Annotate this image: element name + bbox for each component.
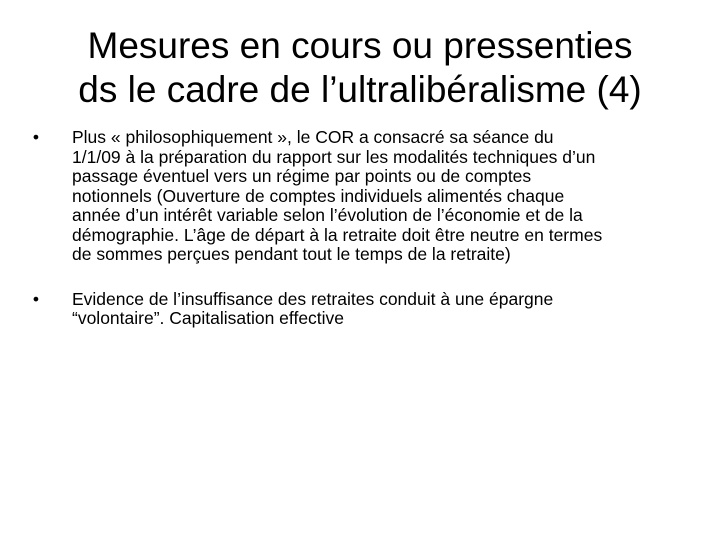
bullet-text-line: de sommes perçues pendant tout le temps de la retraite) (72, 244, 511, 264)
bullet-item (30, 290, 690, 329)
bullet-dot-icon: • (32, 288, 40, 309)
bullet-item (30, 128, 690, 265)
bullet-text-line: passage éventuel vers un régime par points ou de comptes (72, 166, 532, 186)
bullet-text-line: 1/1/09 à la préparation du rapport sur les modalités techniques d’un (72, 146, 596, 167)
bullet-text-line: démographie. L’âge de départ à la retraite doit être neutre en termes (72, 224, 603, 245)
slide-title (20, 24, 700, 112)
bullet-text-line: notionnels (Ouverture de comptes individuels alimentés chaque (72, 185, 565, 206)
bullet-text-line: Evidence de l’insuffisance des retraites conduit à une épargne (72, 288, 554, 309)
slide-title-line: Mesures en cours ou pressenties (87, 25, 633, 66)
bullet-text-line: année d’un intérêt variable selon l’évolution de l’économie et de la (72, 205, 583, 225)
bullet-dot-icon: • (32, 127, 40, 147)
bullet-list (30, 128, 690, 329)
slide-title-line: ds le cadre de l’ultralibéralisme (4) (78, 69, 642, 110)
bullet-text-line: Plus « philosophiquement », le COR a consacré sa séance du (72, 127, 554, 147)
bullet-text-line: “volontaire”. Capitalisation effective (72, 308, 345, 328)
